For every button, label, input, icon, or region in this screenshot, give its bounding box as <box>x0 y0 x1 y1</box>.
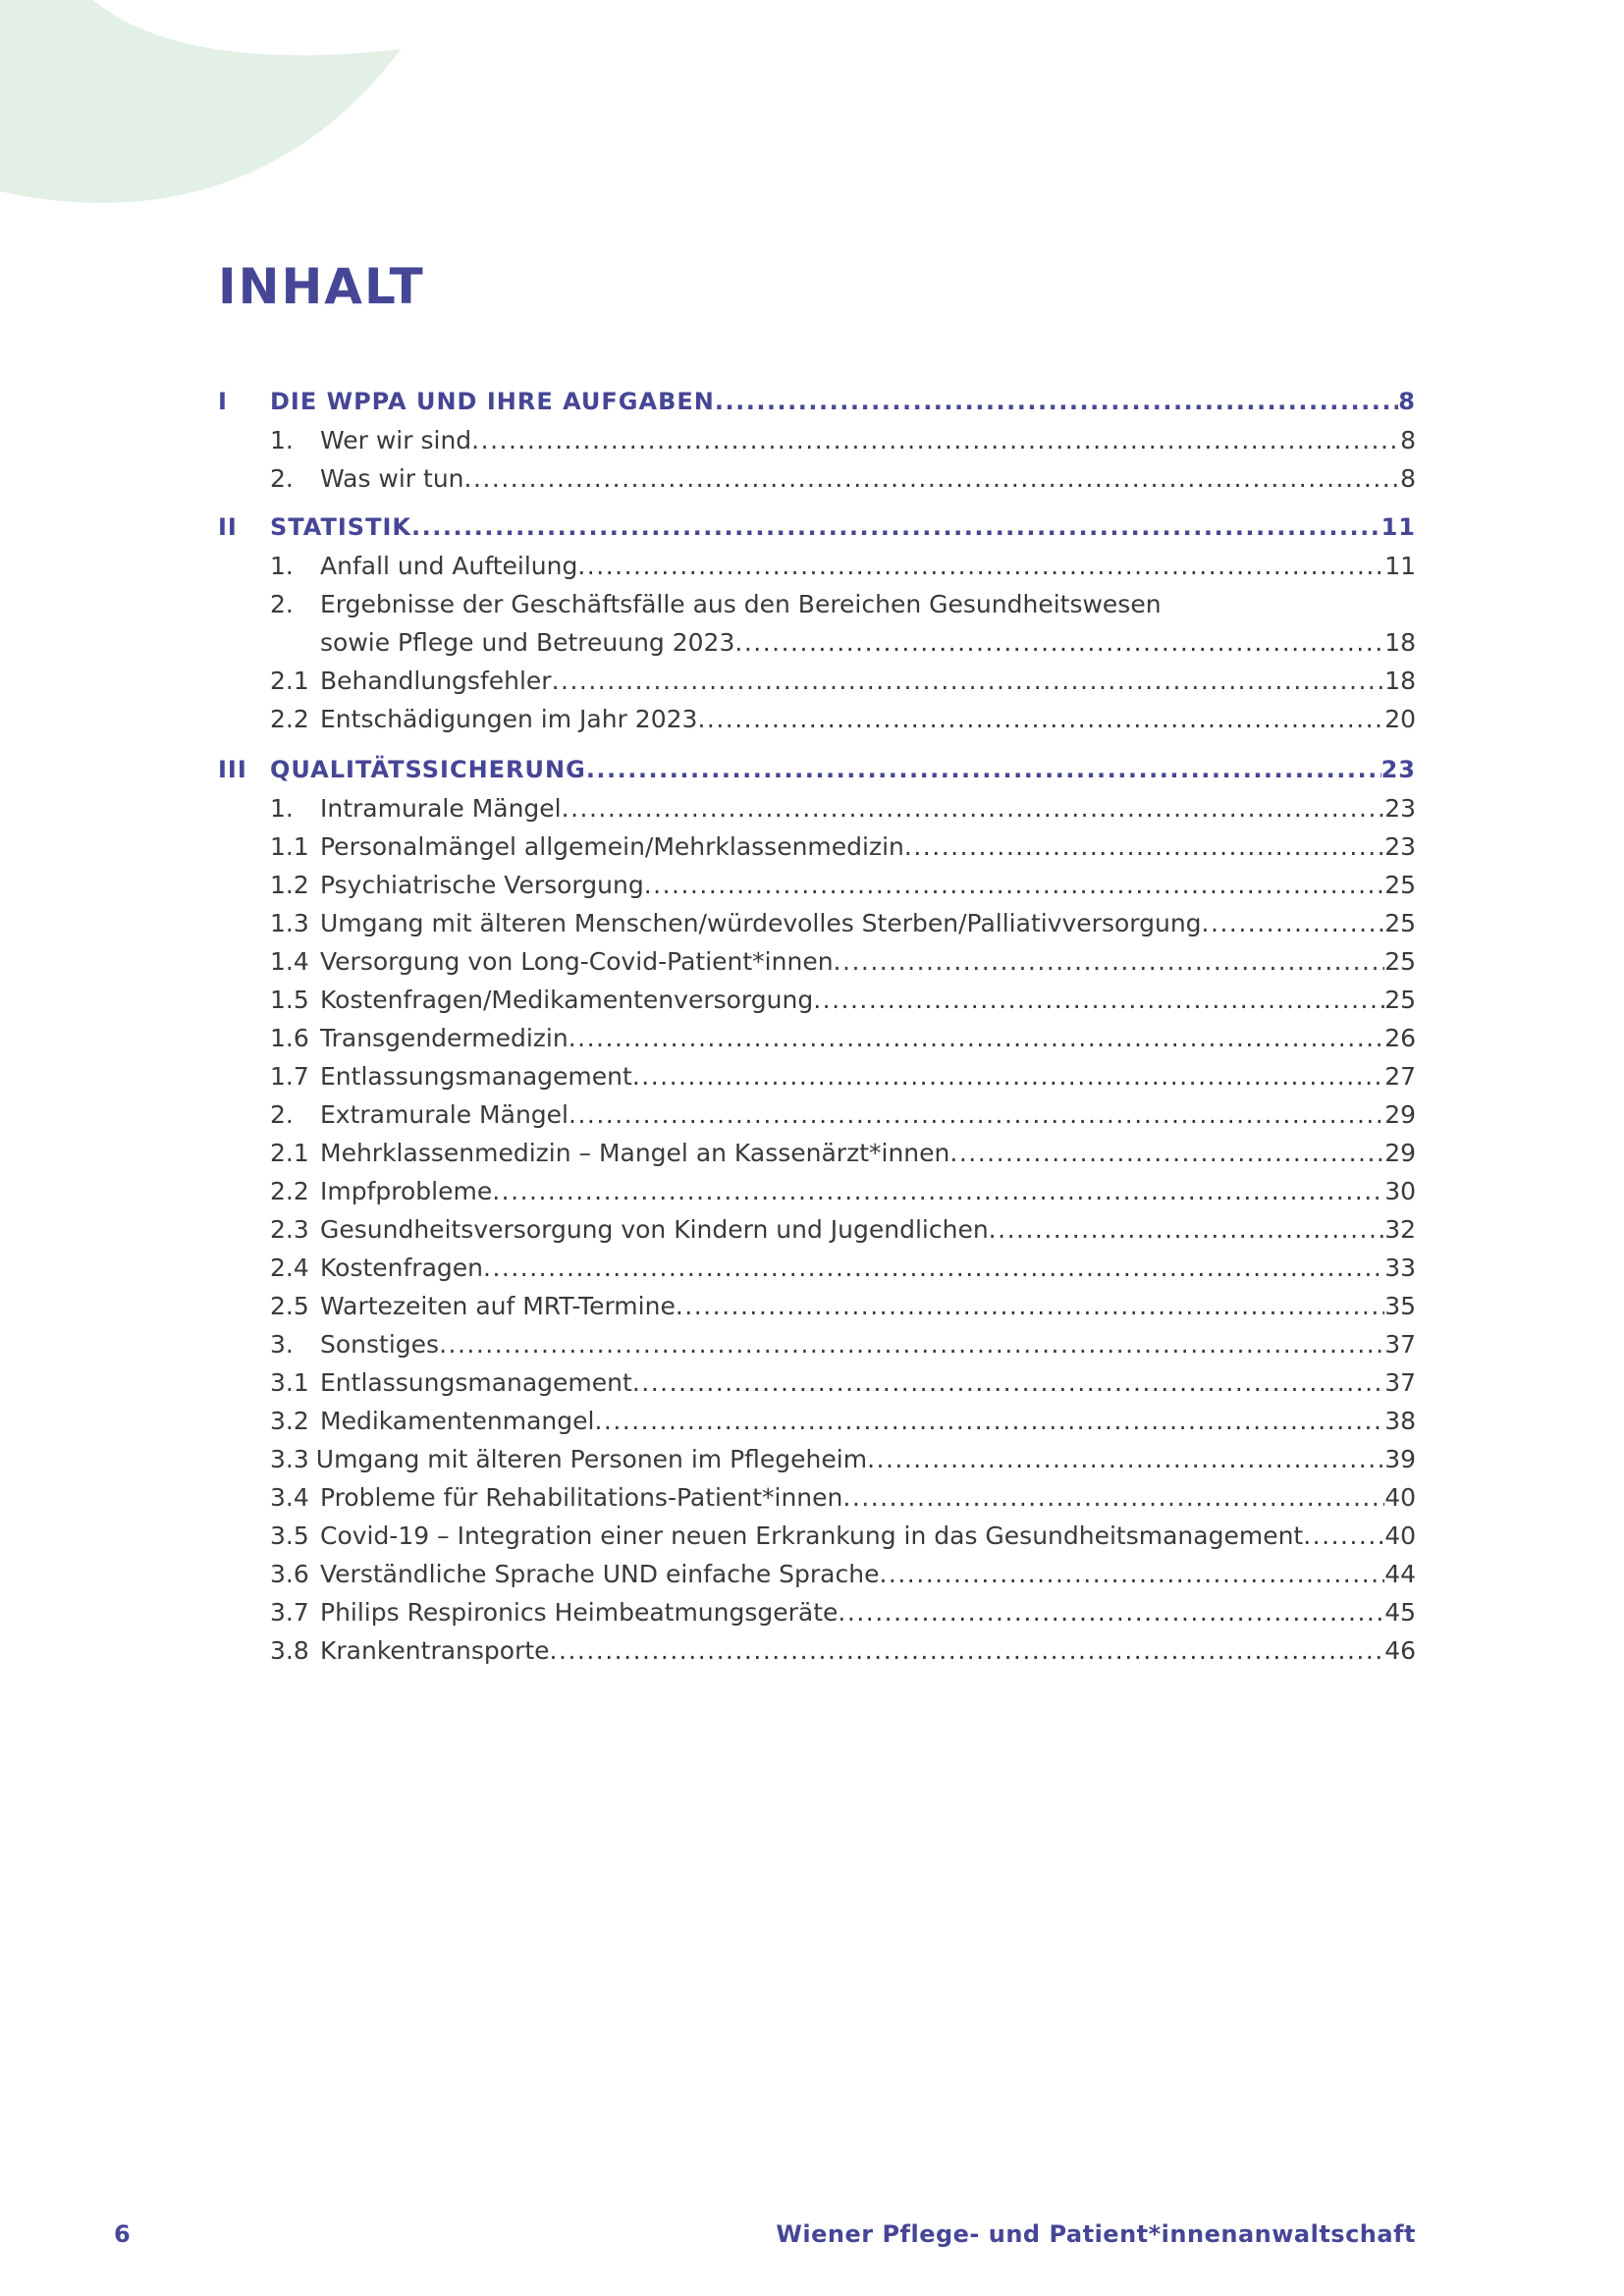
toc-entry-number: 2.5 <box>270 1292 309 1320</box>
toc-leader <box>552 662 1385 700</box>
toc-page-number: 30 <box>1384 1177 1416 1205</box>
toc-entry-title: Covid-19 – Integration einer neuen Erkrankung in das Gesundheitsmanagement <box>320 1522 1304 1550</box>
toc-entry[interactable] <box>218 1517 1416 1555</box>
toc-entry[interactable] <box>218 942 1416 981</box>
toc-section-number: III <box>218 756 247 783</box>
toc-entry[interactable] <box>218 866 1416 904</box>
toc-entry-title: Sonstiges <box>320 1330 440 1359</box>
toc-entry-title: Was wir tun <box>320 464 464 493</box>
toc-leader <box>904 828 1384 866</box>
leaf-shape <box>0 0 401 203</box>
toc-entry[interactable] <box>218 700 1416 738</box>
toc-entry-number: 1.4 <box>270 947 309 976</box>
toc-entry[interactable] <box>218 1172 1416 1210</box>
toc-entry-number: 3.5 <box>270 1522 309 1550</box>
toc-entry-number: 1.5 <box>270 986 309 1014</box>
toc-page-number: 23 <box>1384 794 1416 823</box>
toc-entry-title: Personalmängel allgemein/Mehrklassenmedizin <box>320 832 904 861</box>
toc-entry-title: Verständliche Sprache UND einfache Sprache <box>320 1560 880 1588</box>
toc-page-number: 18 <box>1384 667 1416 695</box>
toc-entry-number: 1.6 <box>270 1024 309 1052</box>
corner-leaf-decoration <box>0 0 412 216</box>
toc-entry-title: Umgang mit älteren Personen im Pflegeheim <box>315 1445 868 1473</box>
toc-leader <box>644 866 1385 904</box>
toc-entry-number: 2. <box>270 464 294 493</box>
toc-leader <box>483 1249 1384 1287</box>
toc-entry-number: 2. <box>270 1100 294 1129</box>
toc-entry-number: 1.2 <box>270 871 309 899</box>
toc-page-number: 44 <box>1384 1560 1416 1588</box>
toc-entry-title: Entschädigungen im Jahr 2023 <box>320 705 698 733</box>
toc-entry[interactable] <box>218 421 1416 459</box>
toc-leader <box>439 1325 1384 1363</box>
toc-entry-number: 1.1 <box>270 832 309 861</box>
toc-leader <box>813 981 1384 1019</box>
toc-leader <box>989 1210 1385 1249</box>
toc-entry[interactable] <box>218 459 1416 498</box>
toc-entry-title: Versorgung von Long-Covid-Patient*innen <box>320 947 834 976</box>
toc-entry[interactable] <box>218 1287 1416 1325</box>
toc-page-number: 46 <box>1384 1636 1416 1665</box>
toc-entry[interactable] <box>218 1095 1416 1134</box>
toc-entry[interactable] <box>218 547 1416 585</box>
toc-entry[interactable] <box>218 585 1416 623</box>
toc-leader <box>838 1593 1384 1631</box>
toc-entry-number: 3.2 <box>270 1407 309 1435</box>
toc-entry-number: 1. <box>270 794 294 823</box>
toc-page-number: 26 <box>1384 1024 1416 1052</box>
toc-page-number: 18 <box>1384 628 1416 657</box>
toc-page-number: 25 <box>1384 947 1416 976</box>
toc-entry-title: Anfall und Aufteilung <box>320 552 578 580</box>
toc-entry-number: 2.3 <box>270 1215 309 1244</box>
toc-entry[interactable] <box>218 1249 1416 1287</box>
toc-section-2[interactable] <box>218 508 1416 547</box>
toc-entry[interactable] <box>218 828 1416 866</box>
toc-entry-title: Philips Respironics Heimbeatmungsgeräte <box>320 1598 839 1627</box>
toc-leader <box>1202 904 1385 942</box>
toc-page-number: 37 <box>1384 1368 1416 1397</box>
toc-entry-title: Kostenfragen/Medikamentenversorgung <box>320 986 814 1014</box>
toc-section-title: STATISTIK <box>270 513 411 541</box>
toc-page-number: 29 <box>1384 1100 1416 1129</box>
toc-entry-number: 1. <box>270 426 294 454</box>
toc-section-3[interactable] <box>218 751 1416 789</box>
toc-entry-title: Entlassungsmanagement <box>320 1368 632 1397</box>
toc-entry-title: Probleme für Rehabilitations-Patient*innen <box>320 1483 843 1512</box>
toc-entry[interactable] <box>218 662 1416 700</box>
toc-entry[interactable] <box>218 789 1416 828</box>
toc-leader <box>834 942 1385 981</box>
toc-entry[interactable] <box>218 1057 1416 1095</box>
toc-entry-number: 3.1 <box>270 1368 309 1397</box>
toc-leader <box>734 623 1384 662</box>
toc-page-number: 32 <box>1384 1215 1416 1244</box>
toc-entry-title: Wer wir sind <box>320 426 472 454</box>
toc-entry-title: Wartezeiten auf MRT-Termine <box>320 1292 676 1320</box>
page-title: INHALT <box>218 258 425 315</box>
toc-entry-number: 2.4 <box>270 1254 309 1282</box>
toc-leader <box>568 1019 1384 1057</box>
toc-entry-number: 3.6 <box>270 1560 309 1588</box>
toc-entry-title: Extramurale Mängel <box>320 1100 568 1129</box>
toc-page-number: 23 <box>1380 756 1416 783</box>
toc-entry-number: 1.3 <box>270 909 309 937</box>
toc-leader <box>632 1057 1384 1095</box>
toc-leader <box>562 789 1385 828</box>
toc-entry[interactable] <box>218 1593 1416 1631</box>
toc-entry[interactable] <box>218 1134 1416 1172</box>
toc-entry-continuation[interactable] <box>218 623 1416 662</box>
toc-entry-number: 3.7 <box>270 1598 309 1627</box>
toc-leader <box>842 1478 1384 1517</box>
toc-page-number: 35 <box>1384 1292 1416 1320</box>
toc-leader <box>949 1134 1384 1172</box>
toc-entry-number: 2. <box>270 590 294 618</box>
toc-page-number: 8 <box>1400 426 1416 454</box>
toc-leader <box>879 1555 1384 1593</box>
toc-page-number: 39 <box>1384 1445 1416 1473</box>
toc-page-number: 40 <box>1384 1522 1416 1550</box>
toc-page-number: 8 <box>1400 464 1416 493</box>
toc-entry[interactable] <box>218 1363 1416 1402</box>
toc-entry[interactable] <box>218 1210 1416 1249</box>
toc-page-number: 25 <box>1384 871 1416 899</box>
toc-section-title: QUALITÄTSSICHERUNG <box>270 756 586 783</box>
toc-leader <box>464 459 1401 498</box>
toc-section-1[interactable] <box>218 383 1416 421</box>
toc-entry[interactable] <box>218 1631 1416 1670</box>
toc-entry-title: Behandlungsfehler <box>320 667 552 695</box>
toc-entry-title: Kostenfragen <box>320 1254 483 1282</box>
toc-leader <box>471 421 1400 459</box>
toc-entry-number: 3.8 <box>270 1636 309 1665</box>
toc-page-number: 25 <box>1384 986 1416 1014</box>
toc-entry[interactable] <box>218 904 1416 942</box>
toc-page-number: 38 <box>1384 1407 1416 1435</box>
toc-entry[interactable] <box>218 1440 1416 1478</box>
toc-leader <box>632 1363 1384 1402</box>
toc-entry-number: 2.2 <box>270 705 309 733</box>
toc-entry-number: 2.2 <box>270 1177 309 1205</box>
toc-leader <box>411 508 1381 547</box>
toc-entry[interactable] <box>218 1325 1416 1363</box>
toc-page-number: 8 <box>1398 388 1416 415</box>
toc-leader <box>867 1440 1384 1478</box>
toc-entry-title-continued: sowie Pflege und Betreuung 2023 <box>320 628 735 657</box>
toc-page-number: 25 <box>1384 909 1416 937</box>
toc-page-number: 20 <box>1384 705 1416 733</box>
footer-page-number: 6 <box>114 2220 131 2248</box>
toc-page-number: 11 <box>1384 552 1416 580</box>
toc-page-number: 45 <box>1384 1598 1416 1627</box>
toc-section-number: II <box>218 513 238 541</box>
toc-page-number: 23 <box>1384 832 1416 861</box>
toc-entry-title: Impfprobleme <box>320 1177 493 1205</box>
toc-section-title: DIE WPPA UND IHRE AUFGABEN <box>270 388 715 415</box>
toc-entry-title: Ergebnisse der Geschäftsfälle aus den Bereichen Gesundheitswesen <box>320 590 1162 618</box>
toc-entry-title: Krankentransporte <box>320 1636 550 1665</box>
toc-entry-title: Entlassungsmanagement <box>320 1062 632 1091</box>
toc-page-number: 27 <box>1384 1062 1416 1091</box>
toc-page-number: 11 <box>1380 513 1416 541</box>
toc-leader <box>1303 1517 1384 1555</box>
toc-leader <box>550 1631 1385 1670</box>
toc-entry-number: 3.3 <box>270 1445 309 1473</box>
toc-leader <box>586 751 1381 789</box>
toc-leader <box>568 1095 1384 1134</box>
toc-leader <box>676 1287 1384 1325</box>
toc-leader <box>492 1172 1384 1210</box>
toc-entry[interactable] <box>218 1555 1416 1593</box>
toc-page-number: 29 <box>1384 1139 1416 1167</box>
toc-page-number: 40 <box>1384 1483 1416 1512</box>
toc-leader <box>577 547 1384 585</box>
toc-leader <box>594 1402 1384 1440</box>
toc-entry-title: Gesundheitsversorgung von Kindern und Jugendlichen <box>320 1215 989 1244</box>
toc-entry-title: Mehrklassenmedizin – Mangel an Kassenärzt*innen <box>320 1139 950 1167</box>
toc-entry-number: 1. <box>270 552 294 580</box>
toc-leader <box>697 700 1384 738</box>
toc-entry-title: Umgang mit älteren Menschen/würdevolles Sterben/Palliativversorgung <box>320 909 1202 937</box>
toc-entry-number: 2.1 <box>270 1139 309 1167</box>
toc-entry-number: 3.4 <box>270 1483 309 1512</box>
toc-entry-title: Transgendermedizin <box>320 1024 568 1052</box>
toc-leader <box>715 383 1398 421</box>
toc-page-number: 37 <box>1384 1330 1416 1359</box>
toc-entry-number: 2.1 <box>270 667 309 695</box>
toc-entry[interactable] <box>218 981 1416 1019</box>
toc-entry[interactable] <box>218 1402 1416 1440</box>
toc-entry-number: 3. <box>270 1330 294 1359</box>
toc-entry-title: Intramurale Mängel <box>320 794 562 823</box>
footer-organization: Wiener Pflege- und Patient*innenanwaltschaft <box>776 2220 1416 2248</box>
toc-entry[interactable] <box>218 1019 1416 1057</box>
toc-entry-title: Psychiatrische Versorgung <box>320 871 644 899</box>
toc-entry-title: Medikamentenmangel <box>320 1407 595 1435</box>
toc-entry-number: 1.7 <box>270 1062 309 1091</box>
toc-page-number: 33 <box>1384 1254 1416 1282</box>
toc-entry[interactable] <box>218 1478 1416 1517</box>
toc-section-number: I <box>218 388 228 415</box>
